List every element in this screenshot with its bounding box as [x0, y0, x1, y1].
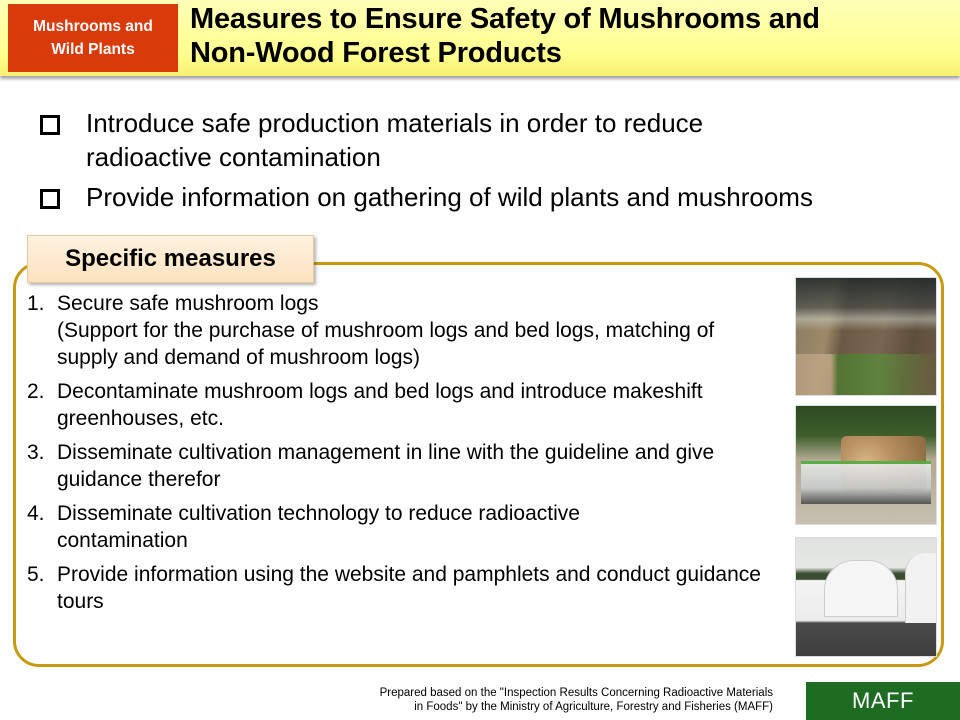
- source-note-line-1: Prepared based on the "Inspection Results Concerning Radioactive Materials: [379, 687, 773, 699]
- square-bullet-icon: [40, 115, 60, 135]
- summary-bullets: [40, 106, 940, 220]
- measure-item: [27, 561, 787, 615]
- specific-measures-list: [27, 290, 787, 622]
- category-line-1: Mushrooms and: [33, 18, 153, 35]
- measure-text: Secure safe mushroom logs: [57, 292, 319, 315]
- slide-header: [0, 0, 960, 76]
- square-bullet-icon: [40, 189, 60, 209]
- category-badge: [8, 4, 178, 72]
- measure-text: Decontaminate mushroom logs and bed logs and introduce makeshift greenhouses, etc.: [57, 380, 703, 430]
- bullet-text: Introduce safe production materials in order to reduce radioactive contamination: [86, 108, 704, 172]
- specific-measures-label: Specific measures: [27, 235, 314, 283]
- measure-number: 3.: [27, 441, 45, 464]
- title-line-2: Non-Wood Forest Products: [190, 37, 562, 69]
- measure-number: 5.: [27, 563, 45, 586]
- measure-number: 2.: [27, 380, 45, 403]
- bullet-item: [40, 180, 940, 214]
- measure-text: Provide information using the website and pamphlets and conduct guidance tours: [57, 563, 761, 613]
- measure-text-block: [57, 290, 717, 371]
- measure-item: [27, 378, 787, 432]
- source-note-line-2: in Foods" by the Ministry of Agriculture, Forestry and Fisheries (MAFF): [414, 701, 773, 713]
- measure-item: [27, 500, 787, 554]
- title-line-1: Measures to Ensure Safety of Mushrooms and: [190, 3, 820, 35]
- bullet-text: Provide information on gathering of wild plants and mushrooms: [86, 182, 813, 212]
- source-note: [290, 686, 773, 714]
- category-line-2: Wild Plants: [51, 41, 135, 58]
- measure-text: Disseminate cultivation technology to reduce radioactive contamination: [57, 502, 580, 552]
- maff-badge: MAFF: [806, 682, 960, 720]
- page-title: [190, 2, 950, 70]
- measure-number: 4.: [27, 502, 45, 525]
- photo-mushroom-logs-greenhouse: [795, 277, 937, 396]
- measure-number: 1.: [27, 292, 45, 315]
- measure-text: Disseminate cultivation management in line with the guideline and give guidance therefor: [57, 441, 715, 491]
- photo-log-carrier: [795, 405, 937, 525]
- measure-item: [27, 290, 787, 371]
- measure-item: [27, 439, 787, 493]
- measure-subtext: (Support for the purchase of mushroom logs and bed logs, matching of supply and demand of mushroom logs): [57, 319, 715, 369]
- photo-makeshift-greenhouses: [795, 537, 937, 657]
- bullet-item: [40, 106, 940, 174]
